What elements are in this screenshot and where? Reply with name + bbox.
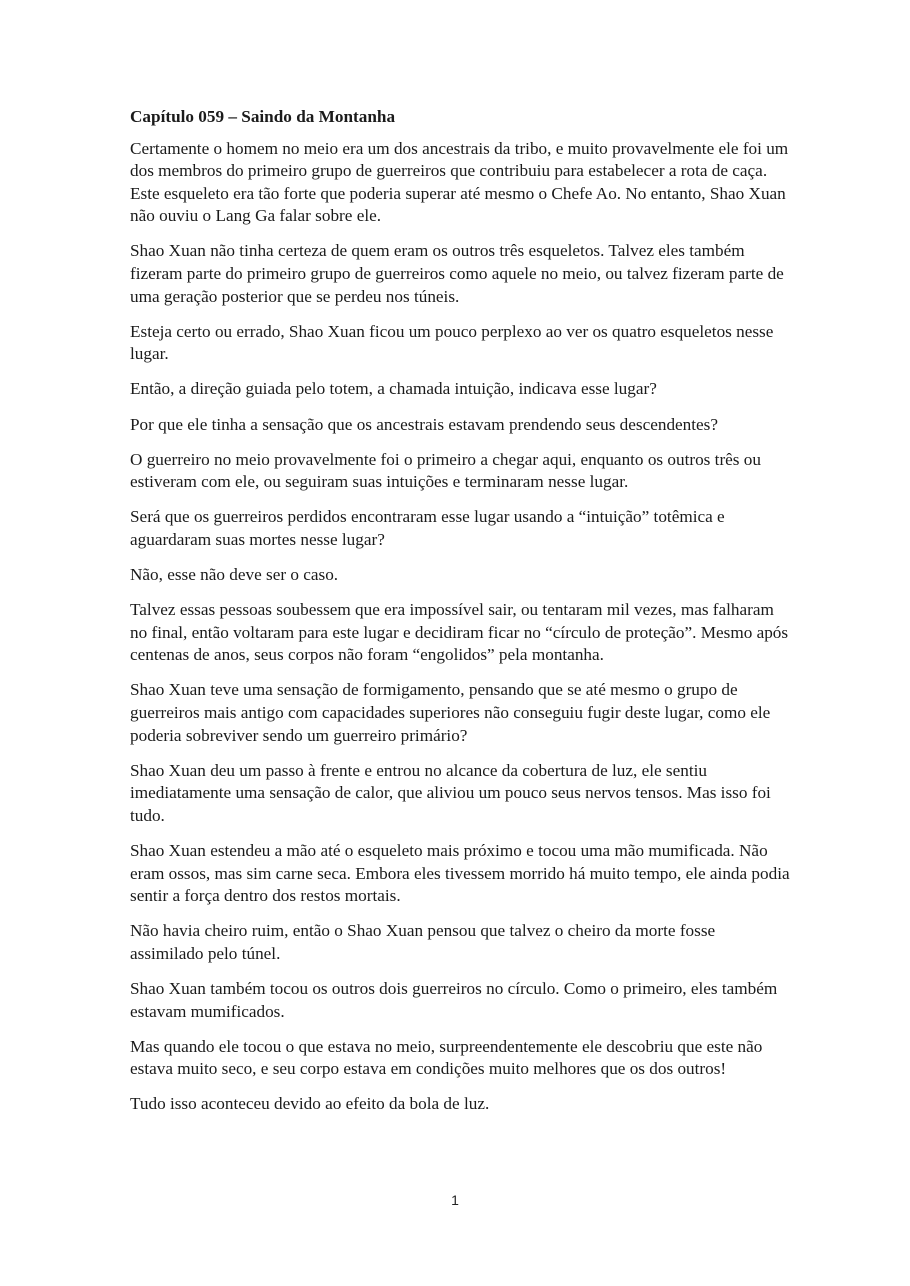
paragraph: Tudo isso aconteceu devido ao efeito da bola de luz.: [130, 1094, 490, 1114]
document-page: [130, 106, 790, 1128]
paragraph: Shao Xuan também tocou os outros dois guerreiros no círculo. Como o primeiro, eles também estavam mumificados.: [130, 978, 778, 1021]
paragraph: Shao Xuan deu um passo à frente e entrou no alcance da cobertura de luz, ele sentiu imediatamente uma sensação de calor, que aliviou um pouco seus nervos tensos. Mas isso foi tudo.: [130, 760, 771, 825]
paragraph: Por que ele tinha a sensação que os ancestrais estavam prendendo seus descendentes?: [130, 414, 718, 434]
paragraph: Então, a direção guiada pelo totem, a chamada intuição, indicava esse lugar?: [130, 379, 657, 399]
paragraph: Shao Xuan teve uma sensação de formigamento, pensando que se até mesmo o grupo de guerreiros mais antigo com capacidades superiores não conseguiu fugir deste lugar, como ele poderia sobreviver sendo um guerreiro primário?: [130, 680, 771, 745]
paragraph: Certamente o homem no meio era um dos ancestrais da tribo, e muito provavelmente ele foi um dos membros do primeiro grupo de guerreiros que contribuiu para estabelecer a rota de caça. Este esqueleto era tão forte que poderia superar até mesmo o Chefe Ao. No entanto, Shao Xuan não ouviu o Lang Ga falar sobre ele.: [130, 138, 789, 226]
paragraph: Mas quando ele tocou o que estava no meio, surpreendentemente ele descobriu que este não estava muito seco, e seu corpo estava em condições muito melhores que os dos outros!: [130, 1036, 763, 1079]
paragraph: Shao Xuan estendeu a mão até o esqueleto mais próximo e tocou uma mão mumificada. Não eram ossos, mas sim carne seca. Embora eles tivessem morrido há muito tempo, ele ainda podia sentir a força dentro dos restos mortais.: [130, 840, 790, 906]
paragraph: Shao Xuan não tinha certeza de quem eram os outros três esqueletos. Talvez eles também fizeram parte do primeiro grupo de guerreiros como aquele no meio, ou talvez fizeram parte de uma geração posterior que se perdeu nos túneis.: [130, 241, 784, 306]
paragraph: Não havia cheiro ruim, então o Shao Xuan pensou que talvez o cheiro da morte fosse assimilado pelo túnel.: [130, 921, 716, 963]
chapter-title: Capítulo 059 – Saindo da Montanha: [130, 107, 396, 126]
paragraph: Talvez essas pessoas soubessem que era impossível sair, ou tentaram mil vezes, mas falharam no final, então voltaram para este lugar e decidiram ficar no “círculo de proteção”. Mesmo após centenas de anos, seus corpos não foram “engolidos” pela montanha.: [130, 600, 789, 665]
paragraph: Não, esse não deve ser o caso.: [130, 565, 339, 584]
page-number: 1: [451, 1192, 459, 1208]
paragraph: Será que os guerreiros perdidos encontraram esse lugar usando a “intuição” totêmica e aguardaram suas mortes nesse lugar?: [130, 507, 725, 549]
paragraph: O guerreiro no meio provavelmente foi o primeiro a chegar aqui, enquanto os outros três ou estiveram com ele, ou seguiram suas intuições e terminaram nesse lugar.: [130, 449, 761, 492]
paragraph: Esteja certo ou errado, Shao Xuan ficou um pouco perplexo ao ver os quatro esqueletos nesse lugar.: [130, 321, 774, 364]
